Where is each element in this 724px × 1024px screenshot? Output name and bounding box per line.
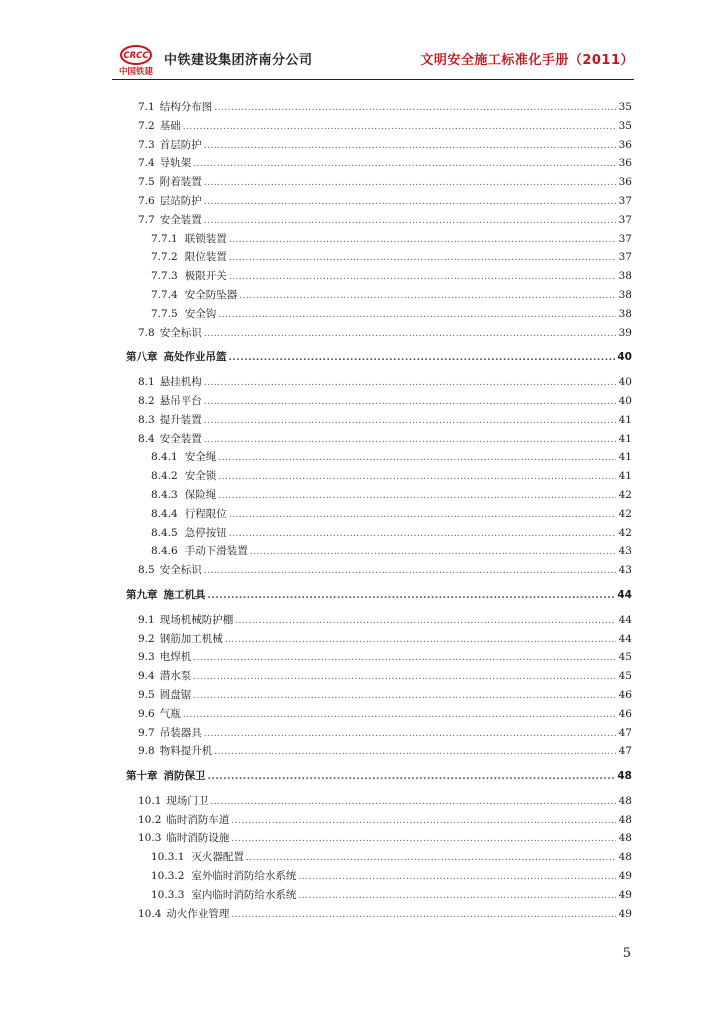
toc-entry-title: 临时消防车道 — [166, 813, 230, 826]
toc-entry-title: 导轨架 — [159, 157, 192, 170]
toc-entry[interactable] — [126, 630, 632, 649]
toc-entry-page: 49 — [618, 907, 632, 920]
toc-entry-page: 36 — [618, 176, 632, 189]
toc-entry[interactable] — [126, 811, 632, 830]
toc-entry-number: 7.2 — [138, 119, 155, 132]
toc-entry-number: 9.4 — [138, 670, 155, 683]
toc-dot-leader — [231, 906, 616, 925]
toc-dot-leader — [208, 587, 616, 606]
toc-entry-number: 9.3 — [138, 651, 155, 664]
toc-entry-title: 保险绳 — [184, 488, 217, 501]
toc-dot-leader — [298, 868, 616, 887]
toc-entry-page: 48 — [617, 770, 632, 783]
toc-dot-leader — [229, 231, 616, 250]
toc-entry[interactable] — [126, 867, 632, 886]
toc-entry-title: 联锁装置 — [184, 232, 227, 245]
toc-entry-number: 7.5 — [138, 176, 155, 189]
toc-entry[interactable] — [126, 648, 632, 667]
toc-entry-title: 钢筋加工机械 — [159, 632, 223, 645]
toc-entry-number: 8.4 — [138, 432, 155, 445]
toc-entry-number: 7.4 — [138, 157, 155, 170]
toc-entry-number: 9.7 — [138, 726, 155, 739]
toc-chapter-entry[interactable] — [126, 586, 632, 605]
manual-title: 文明安全施工标准化手册（2011） — [420, 53, 634, 68]
toc-entry-number: 8.2 — [138, 394, 155, 407]
toc-dot-leader — [229, 268, 616, 287]
toc-entry-title: 气瓶 — [159, 707, 181, 720]
toc-entry-page: 37 — [618, 194, 632, 207]
toc-entry-title: 急停按钮 — [184, 526, 227, 539]
header-rule — [112, 79, 634, 80]
table-of-contents — [126, 98, 632, 923]
toc-entry-title: 安全装置 — [159, 432, 202, 445]
toc-entry-title: 安全标识 — [159, 564, 202, 577]
toc-entry-title: 消防保卫 — [163, 770, 206, 783]
toc-entry-number: 10.3.2 — [151, 870, 185, 883]
toc-entry-page: 48 — [618, 832, 632, 845]
toc-entry-title: 吊装器具 — [159, 726, 202, 739]
toc-entry-number: 7.8 — [138, 326, 155, 339]
toc-entry-page: 41 — [618, 432, 632, 445]
toc-entry[interactable] — [126, 505, 632, 524]
toc-entry-title: 附着装置 — [159, 176, 202, 189]
toc-dot-leader — [218, 487, 616, 506]
toc-dot-leader — [235, 612, 616, 631]
toc-dot-leader — [218, 449, 616, 468]
toc-entry-number: 8.4.1 — [151, 451, 178, 464]
toc-entry-number: 9.8 — [138, 745, 155, 758]
toc-entry-number: 10.1 — [138, 794, 162, 807]
toc-entry[interactable] — [126, 286, 632, 305]
toc-entry-number: 8.4.4 — [151, 507, 178, 520]
toc-dot-leader — [246, 849, 616, 868]
toc-entry-number: 8.4.6 — [151, 545, 178, 558]
toc-dot-leader — [193, 687, 616, 706]
toc-entry[interactable] — [126, 430, 632, 449]
toc-entry-page: 46 — [618, 688, 632, 701]
toc-entry-page: 37 — [618, 213, 632, 226]
toc-entry-number: 7.3 — [138, 138, 155, 151]
toc-dot-leader — [214, 743, 616, 762]
toc-entry[interactable] — [126, 905, 632, 924]
toc-entry-title: 安全防坠器 — [184, 288, 238, 301]
toc-entry[interactable] — [126, 686, 632, 705]
toc-dot-leader — [183, 118, 616, 137]
toc-entry-number: 第九章 — [126, 588, 158, 601]
toc-entry-number: 9.5 — [138, 688, 155, 701]
toc-dot-leader — [204, 174, 616, 193]
toc-entry-page: 49 — [618, 870, 632, 883]
toc-dot-leader — [204, 137, 616, 156]
toc-entry-title: 室内临时消防给水系统 — [191, 888, 297, 901]
toc-entry-title: 施工机具 — [163, 588, 206, 601]
crcc-logo — [112, 41, 164, 77]
toc-chapter-entry[interactable] — [126, 767, 632, 786]
toc-entry-page: 38 — [618, 307, 632, 320]
toc-entry[interactable] — [126, 192, 632, 211]
toc-dot-leader — [239, 287, 616, 306]
toc-entry-number: 10.3.3 — [151, 888, 185, 901]
toc-entry[interactable] — [126, 373, 632, 392]
toc-entry-title: 首层防护 — [159, 138, 202, 151]
toc-dot-leader — [204, 412, 616, 431]
toc-entry[interactable] — [126, 411, 632, 430]
toc-entry-title: 灭火器配置 — [191, 851, 244, 864]
toc-entry-number: 第十章 — [126, 770, 158, 783]
toc-entry-number: 7.7.5 — [151, 307, 178, 320]
toc-entry-page: 41 — [618, 451, 632, 464]
toc-entry-page: 35 — [618, 101, 632, 113]
toc-dot-leader — [231, 830, 616, 849]
toc-entry-title: 层站防护 — [159, 194, 202, 207]
toc-entry-page: 47 — [618, 745, 632, 758]
toc-entry-number: 7.1 — [138, 101, 155, 113]
toc-entry-number: 10.2 — [138, 813, 162, 826]
toc-entry-number: 8.1 — [138, 376, 155, 389]
toc-entry-title: 结构分布图 — [159, 101, 213, 113]
toc-dot-leader — [298, 887, 616, 906]
toc-entry-page: 40 — [618, 376, 632, 389]
toc-dot-leader — [250, 543, 616, 562]
toc-dot-leader — [210, 793, 616, 812]
toc-entry-page: 45 — [618, 670, 632, 683]
toc-dot-leader — [193, 155, 616, 174]
toc-entry-title: 物料提升机 — [159, 745, 213, 758]
toc-entry[interactable] — [126, 611, 632, 630]
toc-entry-page: 38 — [618, 270, 632, 283]
toc-entry-page: 41 — [618, 470, 632, 483]
toc-entry-title: 行程限位 — [184, 507, 227, 520]
toc-dot-leader — [204, 325, 616, 344]
toc-entry-page: 39 — [618, 326, 632, 339]
toc-entry-number: 8.4.5 — [151, 526, 178, 539]
toc-dot-leader — [204, 193, 616, 212]
toc-entry-title: 现场门卫 — [166, 794, 209, 807]
toc-dot-leader — [193, 649, 616, 668]
toc-entry[interactable] — [126, 524, 632, 543]
toc-entry-title: 电焊机 — [159, 651, 192, 664]
toc-entry-title: 动火作业管理 — [166, 907, 230, 920]
toc-dot-leader — [204, 725, 616, 744]
toc-entry[interactable] — [126, 542, 632, 561]
toc-entry[interactable] — [126, 667, 632, 686]
toc-entry-title: 安全标识 — [159, 326, 202, 339]
toc-entry-title: 安全钩 — [184, 307, 217, 320]
toc-entry-title: 安全装置 — [159, 213, 202, 226]
toc-entry-title: 基础 — [159, 119, 181, 132]
toc-entry-page: 43 — [618, 545, 632, 558]
toc-dot-leader — [204, 374, 616, 393]
toc-entry[interactable] — [126, 98, 632, 117]
toc-entry-page: 48 — [618, 813, 632, 826]
toc-dot-leader — [225, 631, 616, 650]
toc-entry[interactable] — [126, 848, 632, 867]
toc-entry[interactable] — [126, 742, 632, 761]
toc-entry-number: 7.7.1 — [151, 232, 178, 245]
toc-entry[interactable] — [126, 561, 632, 580]
toc-entry-title: 限位装置 — [184, 251, 227, 264]
toc-entry-page: 40 — [617, 351, 632, 364]
page-header — [112, 36, 634, 80]
toc-entry-title: 极限开关 — [184, 270, 227, 283]
toc-dot-leader — [229, 249, 616, 268]
toc-entry-page: 48 — [618, 794, 632, 807]
toc-entry-page: 46 — [618, 707, 632, 720]
toc-entry[interactable] — [126, 486, 632, 505]
toc-entry-page: 47 — [618, 726, 632, 739]
toc-entry-page: 38 — [618, 288, 632, 301]
toc-entry-page: 37 — [618, 232, 632, 245]
toc-entry-number: 7.7.3 — [151, 270, 178, 283]
toc-entry-title: 安全绳 — [184, 451, 217, 464]
toc-dot-leader — [214, 99, 616, 118]
toc-entry-title: 现场机械防护棚 — [159, 613, 234, 626]
toc-dot-leader — [218, 306, 616, 325]
toc-dot-leader — [193, 668, 616, 687]
toc-dot-leader — [208, 768, 616, 787]
toc-entry[interactable] — [126, 792, 632, 811]
toc-entry[interactable] — [126, 392, 632, 411]
toc-entry[interactable] — [126, 211, 632, 230]
toc-entry-number: 9.2 — [138, 632, 155, 645]
toc-dot-leader — [231, 812, 616, 831]
toc-entry-number: 8.4.2 — [151, 470, 178, 483]
toc-entry-title: 临时消防设施 — [166, 832, 230, 845]
toc-entry-page: 43 — [618, 564, 632, 577]
toc-entry-number: 8.5 — [138, 564, 155, 577]
toc-entry-title: 室外临时消防给水系统 — [191, 870, 297, 883]
toc-entry[interactable] — [126, 829, 632, 848]
toc-dot-leader — [229, 525, 616, 544]
toc-dot-leader — [204, 431, 616, 450]
toc-entry[interactable] — [126, 230, 632, 249]
toc-entry[interactable] — [126, 173, 632, 192]
toc-entry[interactable] — [126, 136, 632, 155]
toc-entry-number: 7.7 — [138, 213, 155, 226]
toc-entry-page: 41 — [618, 413, 632, 426]
toc-entry-page: 49 — [618, 888, 632, 901]
toc-dot-leader — [218, 468, 616, 487]
toc-dot-leader — [204, 212, 616, 231]
toc-entry-number: 9.6 — [138, 707, 155, 720]
toc-entry-title: 安全锁 — [184, 470, 217, 483]
toc-entry-title: 悬吊平台 — [159, 394, 202, 407]
toc-entry-page: 36 — [618, 138, 632, 151]
toc-entry-page: 35 — [618, 119, 632, 132]
toc-entry[interactable] — [126, 448, 632, 467]
toc-entry-page: 36 — [618, 157, 632, 170]
toc-entry-number: 10.4 — [138, 907, 162, 920]
toc-entry-title: 手动下滑装置 — [184, 545, 248, 558]
toc-entry-number: 10.3 — [138, 832, 162, 845]
toc-entry[interactable] — [126, 467, 632, 486]
toc-entry-page: 42 — [618, 488, 632, 501]
toc-dot-leader — [204, 393, 616, 412]
toc-entry[interactable] — [126, 248, 632, 267]
company-name: 中铁建设集团济南分公司 — [164, 53, 313, 68]
toc-entry-number: 10.3.1 — [151, 851, 185, 864]
toc-entry[interactable] — [126, 117, 632, 136]
toc-entry-title: 圆盘锯 — [159, 688, 192, 701]
toc-entry-page: 44 — [617, 588, 632, 601]
toc-entry-title: 高处作业吊篮 — [163, 351, 227, 364]
svg-text:CRCC: CRCC — [123, 51, 149, 61]
toc-entry-page: 48 — [618, 851, 632, 864]
toc-dot-leader — [229, 506, 616, 525]
page-number: 5 — [622, 946, 631, 961]
toc-entry-number: 7.6 — [138, 194, 155, 207]
toc-entry[interactable] — [126, 305, 632, 324]
toc-entry-page: 37 — [618, 251, 632, 264]
toc-entry-number: 8.3 — [138, 413, 155, 426]
toc-entry[interactable] — [126, 724, 632, 743]
toc-entry-number: 第八章 — [126, 351, 158, 364]
toc-entry-number: 7.7.4 — [151, 288, 178, 301]
toc-entry-number: 9.1 — [138, 613, 155, 626]
toc-dot-leader — [229, 349, 616, 368]
toc-entry-page: 40 — [618, 394, 632, 407]
toc-entry[interactable] — [126, 267, 632, 286]
toc-chapter-entry[interactable] — [126, 348, 632, 367]
toc-dot-leader — [183, 706, 616, 725]
toc-entry-title: 潜水泵 — [159, 670, 192, 683]
toc-entry-page: 44 — [618, 632, 632, 645]
toc-entry-page: 44 — [618, 613, 632, 626]
toc-entry-page: 45 — [618, 651, 632, 664]
toc-entry-title: 提升装置 — [159, 413, 202, 426]
toc-entry-page: 42 — [618, 526, 632, 539]
toc-entry-page: 42 — [618, 507, 632, 520]
toc-entry-number: 8.4.3 — [151, 488, 178, 501]
toc-entry[interactable] — [126, 886, 632, 905]
toc-dot-leader — [204, 562, 616, 581]
toc-entry[interactable] — [126, 154, 632, 173]
svg-text:中国铁建: 中国铁建 — [118, 67, 154, 77]
toc-entry[interactable] — [126, 324, 632, 343]
toc-entry-title: 悬挂机构 — [159, 376, 202, 389]
toc-entry[interactable] — [126, 705, 632, 724]
toc-entry-number: 7.7.2 — [151, 251, 178, 264]
